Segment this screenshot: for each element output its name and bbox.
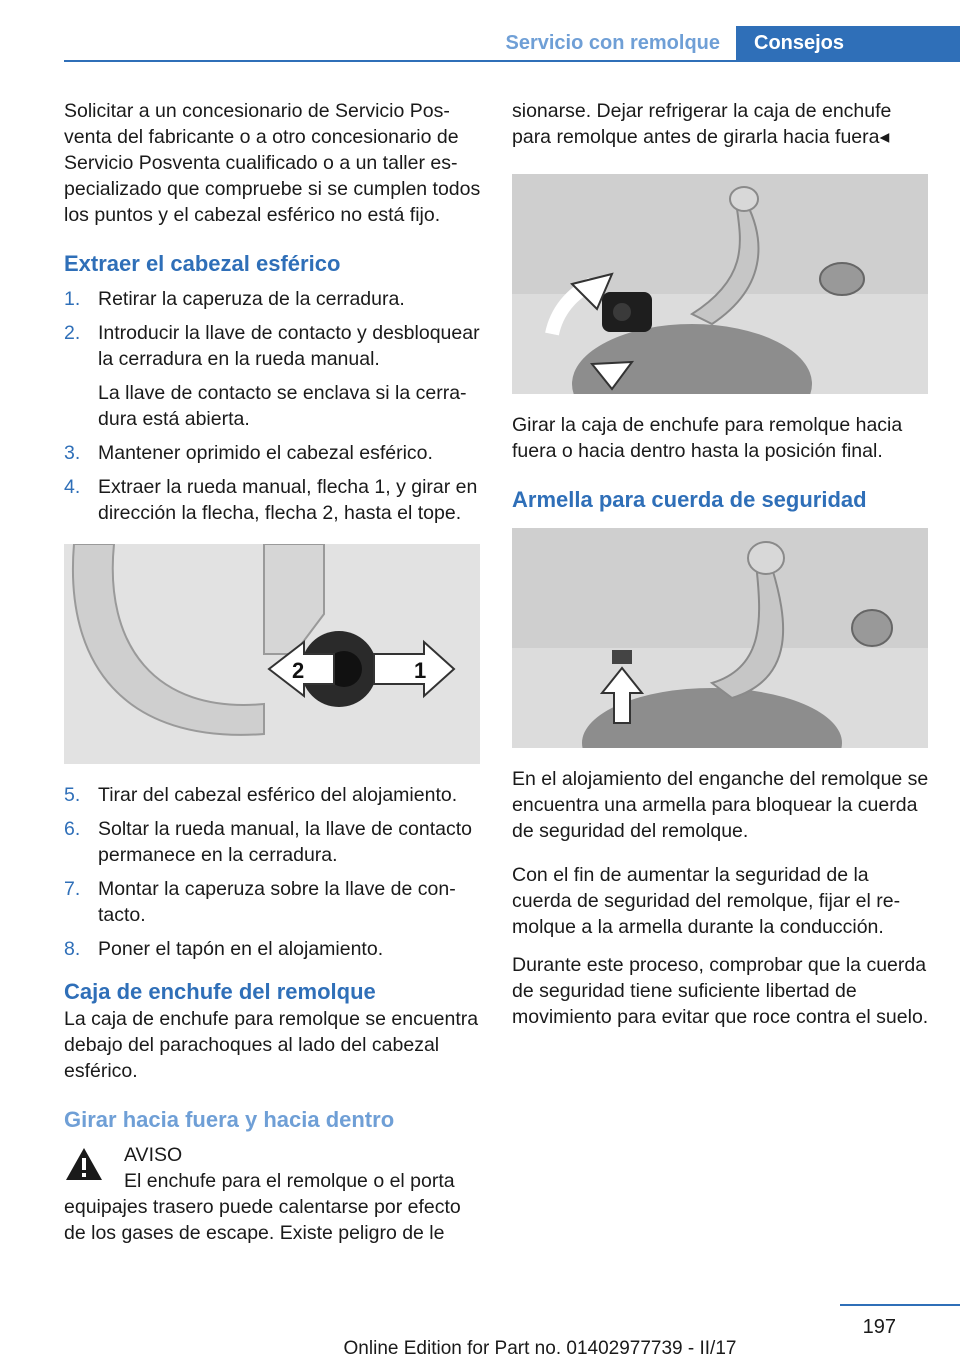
step-text: Extraer la rueda manual, flecha 1, y girar en dirección la flecha, flecha 2, hasta el tope. [98, 476, 478, 524]
armella-paragraph-3: Durante este proceso, comprobar que la cuerda de seguridad tiene suficiente libertad de movimiento para evitar que roce contra el suelo. [512, 954, 929, 1028]
right-column [512, 98, 930, 1042]
steps-list-b [64, 782, 482, 962]
step-text: Tirar del cabezal esférico del alojamiento. [98, 784, 458, 806]
steps-list-a [64, 286, 482, 526]
armella-paragraph-1: En el alojamiento del enganche del remolque se encuentra una armella para bloquear la cuerda de seguridad del remolque. [512, 768, 929, 842]
heading-girar: Girar hacia fuera y hacia dentro [64, 1107, 395, 1132]
list-item [64, 816, 482, 868]
page-number: 197 [862, 1316, 896, 1338]
figure-hand-wheel [64, 544, 480, 764]
step-number: 1. [64, 288, 81, 310]
footer-edition: Online Edition for Part no. 01402977739 - II/17 [343, 1338, 737, 1359]
footer-rule [840, 1304, 960, 1306]
step-number: 2. [64, 322, 81, 344]
header-tab: Consejos [736, 26, 960, 62]
step-number: 5. [64, 784, 81, 806]
list-item [64, 286, 482, 312]
step-number: 7. [64, 878, 81, 900]
warning-icon [64, 1146, 104, 1182]
step-text: Introducir la llave de contacto y desbloquear la cerradura en la rueda manual. [98, 322, 480, 370]
list-item [64, 782, 482, 808]
list-item [64, 440, 482, 466]
figure-eyelet [512, 528, 928, 748]
header-section: Servicio con remolque [505, 32, 720, 54]
heading-armella: Armella para cuerda de seguridad [512, 487, 867, 512]
caja-paragraph: La caja de enchufe para remolque se encuentra debajo del parachoques al lado del cabezal esférico. [64, 1008, 479, 1082]
step-text: Montar la caperuza sobre la llave de contacto. [98, 878, 456, 926]
socket-illustration [512, 174, 928, 394]
list-item [64, 876, 482, 928]
step-number: 8. [64, 938, 81, 960]
left-column [64, 98, 482, 1246]
arrow-label-2: 2 [292, 658, 305, 683]
heading-extraer: Extraer el cabezal esférico [64, 251, 341, 276]
step-text: Soltar la rueda manual, la llave de contacto permanece en la cerradura. [98, 818, 472, 866]
warning-text-line1: El enchufe para el remolque o el porta [124, 1170, 455, 1192]
list-item [64, 474, 482, 526]
step-text: Mantener oprimido el cabezal esférico. [98, 442, 433, 464]
armella-paragraph-2: Con el fin de aumentar la seguridad de la cuerda de seguridad del remolque, fijar el remolque a la armella durante la conducción. [512, 864, 901, 938]
continued-paragraph: sionarse. Dejar refrigerar la caja de enchufe para remolque antes de girarla hacia fuera◂ [512, 100, 892, 148]
step-subtext: La llave de contacto se enclava si la cerradura está abierta. [98, 382, 467, 430]
step-number: 4. [64, 476, 81, 498]
figure-socket [512, 174, 928, 394]
list-item [64, 936, 482, 962]
step-number: 3. [64, 442, 81, 464]
step-text: Poner el tapón en el alojamiento. [98, 938, 384, 960]
step-number: 6. [64, 818, 81, 840]
heading-caja: Caja de enchufe del remolque [64, 979, 376, 1004]
hand-wheel-illustration [64, 544, 480, 764]
warning-title: AVISO [124, 1144, 183, 1166]
intro-paragraph: Solicitar a un concesionario de Servicio Posventa del fabricante o a otro concesionario de Servicio Posventa cualificado o a un taller especializado que compruebe si se cumplen todos los puntos y el cabezal esférico no está fijo. [64, 100, 481, 226]
eyelet-illustration [512, 528, 928, 748]
warning-block [64, 1142, 482, 1246]
arrow-label-1: 1 [414, 658, 427, 683]
step-text: Retirar la caperuza de la cerradura. [98, 288, 405, 310]
list-item [64, 320, 482, 432]
warning-text-rest: equipajes trasero puede calentarse por efecto de los gases de escape. Existe peligro de le [64, 1196, 461, 1244]
figure-caption: Girar la caja de enchufe para remolque hacia fuera o hacia dentro hasta la posición final. [512, 414, 903, 462]
